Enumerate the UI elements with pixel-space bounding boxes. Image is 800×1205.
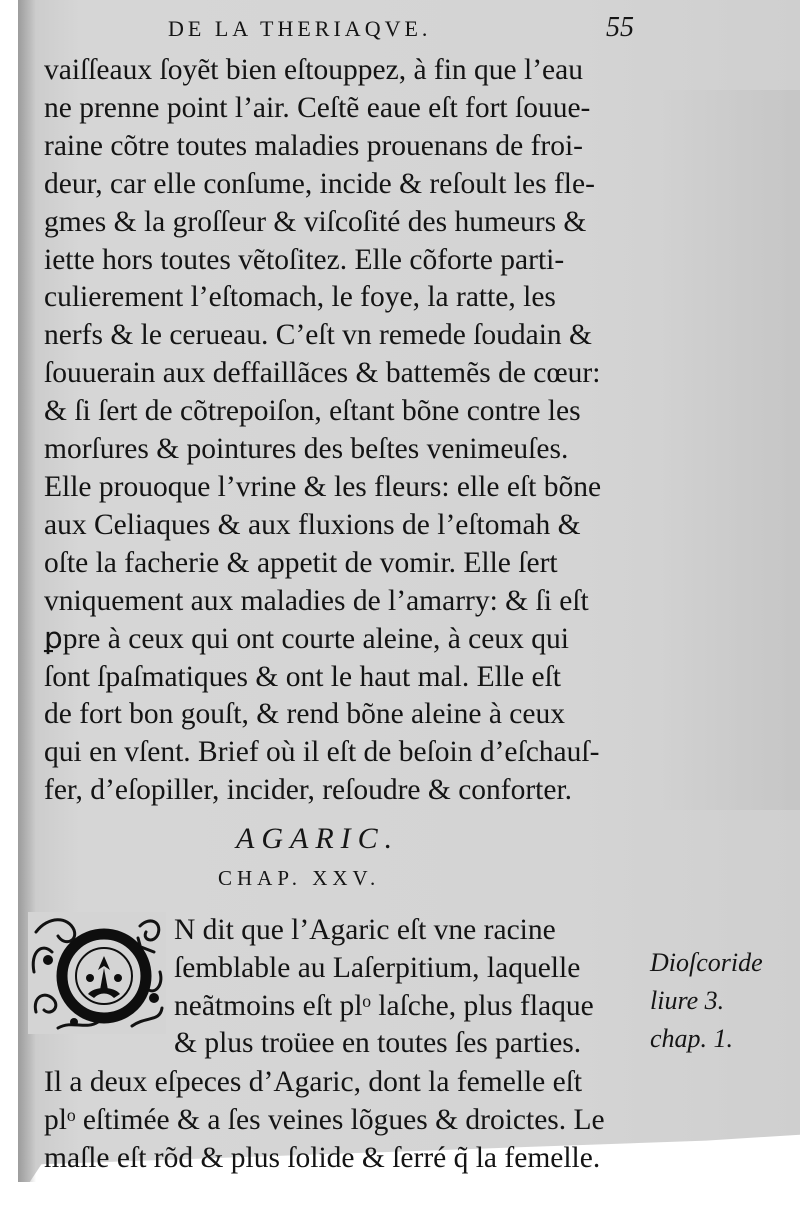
text-line: ſouuerain aux deffaillãces & battemẽs de cœur: bbox=[44, 357, 601, 390]
text-line: ꝑpre à ceux qui ont courte aleine, à ceux qui bbox=[44, 622, 569, 655]
text-line: Elle prouoque l’vrine & les fleurs: elle eſt bõne bbox=[44, 470, 602, 503]
margin-line: chap. 1. bbox=[650, 1024, 734, 1053]
text-line: plᵒ eſtimée & a ſes veines lõgues & droictes. Le bbox=[44, 1103, 605, 1136]
text-line: maſle eſt rõd & plus ſolide & ſerré q̃ la femelle. bbox=[44, 1141, 601, 1174]
text-line: & plus troüee en toutes ſes parties. bbox=[174, 1027, 582, 1060]
margin-line: liure 3. bbox=[650, 986, 725, 1015]
dropcap-paragraph bbox=[174, 912, 644, 1063]
text-line: & ſi ſert de cõtrepoiſon, eſtant bõne contre les bbox=[44, 395, 581, 428]
text-line: ſemblable au Laſerpitium, laquelle bbox=[174, 951, 581, 984]
text-line: nerfs & le cerueau. C’eſt vn remede ſoudain & bbox=[44, 319, 592, 352]
text-line: iette hors toutes vẽtoſitez. Elle cõforte parti- bbox=[44, 243, 565, 276]
main-paragraph bbox=[44, 52, 654, 810]
text-line: culierement l’eſtomach, le foye, la ratte, les bbox=[44, 281, 556, 314]
marginal-note bbox=[650, 944, 800, 1058]
text-line: N dit que l’Agaric eſt vne racine bbox=[174, 914, 556, 946]
decorated-initial-icon bbox=[28, 912, 166, 1034]
text-line: vniquement aux maladies de l’amarry: & ſi eſt bbox=[44, 584, 589, 617]
margin-line: Dioſcoride bbox=[650, 948, 763, 977]
text-line: ne prenne point l’air. Ceſtẽ eaue eſt fort ſouue- bbox=[44, 91, 591, 124]
show-through-area bbox=[655, 90, 800, 810]
text-line: aux Celiaques & aux fluxions de l’eſtomah & bbox=[44, 508, 581, 541]
running-head: DE LA THERIAQVE. bbox=[168, 16, 432, 41]
text-line: morſures & pointures des beſtes venimeuſes. bbox=[44, 433, 569, 466]
text-line: fer, d’eſopiller, incider, reſoudre & conforter. bbox=[44, 774, 573, 807]
text-line: gmes & la groſſeur & viſcoſité des humeurs & bbox=[44, 205, 587, 238]
text-line: deur, car elle conſume, incide & reſoult les fle- bbox=[44, 167, 595, 200]
text-line: vaiſſeaux ſoyẽt bien eſtouppez, à fin que l’eau bbox=[44, 54, 583, 86]
text-line: oſte la facherie & appetit de vomir. Elle ſert bbox=[44, 546, 558, 579]
text-line: raine cõtre toutes maladies prouenans de froi- bbox=[44, 129, 583, 162]
page-number: 55 bbox=[606, 12, 634, 43]
chapter-title: AGARIC. bbox=[236, 822, 400, 855]
text-line: ſont ſpaſmatiques & ont le haut mal. Elle eſt bbox=[44, 660, 561, 693]
chapter-number: CHAP. XXV. bbox=[218, 866, 381, 890]
text-line: Il a deux eſpeces d’Agaric, dont la femelle eſt bbox=[44, 1066, 583, 1098]
text-line: neãtmoins eſt plᵒ laſche, plus flaque bbox=[174, 989, 594, 1022]
text-line: qui en vſent. Brief où il eſt de beſoin d’eſchauſ- bbox=[44, 736, 600, 769]
text-line: de fort bon gouſt, & rend bõne aleine à ceux bbox=[44, 698, 565, 731]
continuation-paragraph bbox=[44, 1064, 664, 1177]
